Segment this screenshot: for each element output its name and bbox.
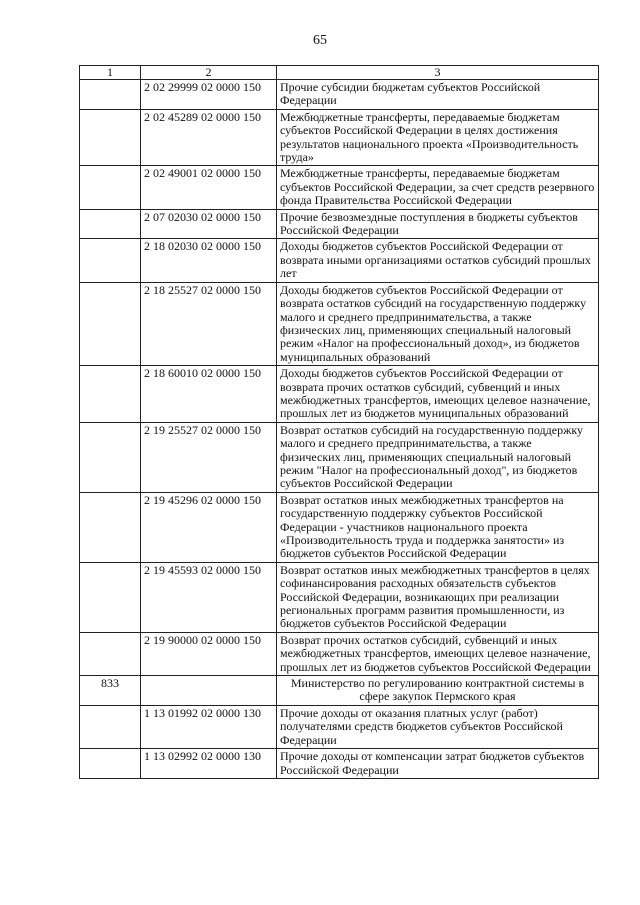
cell-revenue-name: Министерство по регулированию контрактной системы в сфере закупок Пермского края <box>277 676 599 706</box>
table-row <box>80 80 599 110</box>
column-header-code: 2 <box>141 66 277 80</box>
cell-revenue-name: Прочие доходы от компенсации затрат бюджетов субъектов Российской Федерации <box>277 749 599 779</box>
table-row <box>80 166 599 209</box>
cell-revenue-code: 1 13 01992 02 0000 130 <box>141 705 277 748</box>
cell-revenue-name: Прочие безвозмездные поступления в бюджеты субъектов Российской Федерации <box>277 209 599 239</box>
table-row <box>80 749 599 779</box>
cell-revenue-name: Доходы бюджетов субъектов Российской Федерации от возврата иными организациями остатков субсидий прошлых лет <box>277 239 599 282</box>
cell-admin-code <box>80 632 141 675</box>
cell-revenue-name: Межбюджетные трансферты, передаваемые бюджетам субъектов Российской Федерации, за счет средств резервного фонда Правительства Российской Федерации <box>277 166 599 209</box>
cell-revenue-name: Возврат остатков субсидий на государственную поддержку малого и среднего предпринимательства, а также физических лиц, применяющих специальный налоговый режим "Налог на профессиональный доход", из бюджетов субъектов Российской Федерации <box>277 422 599 492</box>
cell-revenue-code: 2 18 02030 02 0000 150 <box>141 239 277 282</box>
cell-revenue-code: 2 19 90000 02 0000 150 <box>141 632 277 675</box>
cell-revenue-name: Возврат остатков иных межбюджетных трансфертов на государственную поддержку субъектов Российской Федерации - участников национального проекта «Производительность труда и поддержка занятости» из бюджетов субъектов Российской Федерации <box>277 492 599 562</box>
cell-admin-code <box>80 166 141 209</box>
cell-revenue-name: Возврат прочих остатков субсидий, субвенций и иных межбюджетных трансфертов, имеющих целевое назначение, прошлых лет из бюджетов субъектов Российской Федерации <box>277 632 599 675</box>
table-header-row <box>80 66 599 80</box>
table-row <box>80 562 599 632</box>
cell-admin-code <box>80 749 141 779</box>
cell-admin-code <box>80 366 141 423</box>
cell-revenue-code: 2 02 49001 02 0000 150 <box>141 166 277 209</box>
cell-revenue-code: 2 19 45593 02 0000 150 <box>141 562 277 632</box>
table-body <box>80 80 599 779</box>
cell-revenue-code <box>141 676 277 706</box>
revenue-classification-table <box>79 65 599 779</box>
cell-revenue-code: 2 07 02030 02 0000 150 <box>141 209 277 239</box>
cell-admin-code <box>80 109 141 166</box>
cell-admin-code <box>80 705 141 748</box>
cell-revenue-name: Прочие доходы от оказания платных услуг (работ) получателями средств бюджетов субъектов Российской Федерации <box>277 705 599 748</box>
cell-admin-code: 833 <box>80 676 141 706</box>
cell-revenue-name: Прочие субсидии бюджетам субъектов Российской Федерации <box>277 80 599 110</box>
page-number: 65 <box>313 33 327 48</box>
table-row <box>80 705 599 748</box>
table-row <box>80 422 599 492</box>
table-row <box>80 676 599 706</box>
table-row <box>80 209 599 239</box>
table-row <box>80 239 599 282</box>
table-row <box>80 632 599 675</box>
column-header-name: 3 <box>277 66 599 80</box>
cell-revenue-code: 1 13 02992 02 0000 130 <box>141 749 277 779</box>
cell-admin-code <box>80 282 141 365</box>
table-row <box>80 492 599 562</box>
cell-revenue-name: Возврат остатков иных межбюджетных трансфертов в целях софинансирования расходных обязательств субъектов Российской Федерации, возникающих при реализации региональных программ развития промышленности, из бюджетов субъектов Российской Федерации <box>277 562 599 632</box>
cell-admin-code <box>80 209 141 239</box>
cell-revenue-code: 2 19 45296 02 0000 150 <box>141 492 277 562</box>
cell-admin-code <box>80 80 141 110</box>
cell-revenue-code: 2 19 25527 02 0000 150 <box>141 422 277 492</box>
cell-revenue-name: Доходы бюджетов субъектов Российской Федерации от возврата прочих остатков субсидий, субвенций и иных межбюджетных трансфертов, имеющих целевое назначение, прошлых лет из бюджетов муниципальных образований <box>277 366 599 423</box>
cell-revenue-code: 2 02 45289 02 0000 150 <box>141 109 277 166</box>
cell-admin-code <box>80 422 141 492</box>
cell-revenue-code: 2 02 29999 02 0000 150 <box>141 80 277 110</box>
table-row <box>80 282 599 365</box>
cell-admin-code <box>80 239 141 282</box>
column-header-admin: 1 <box>80 66 141 80</box>
table-row <box>80 366 599 423</box>
cell-revenue-code: 2 18 60010 02 0000 150 <box>141 366 277 423</box>
cell-revenue-name: Межбюджетные трансферты, передаваемые бюджетам субъектов Российской Федерации в целях достижения результатов национального проекта «Производительность труда» <box>277 109 599 166</box>
cell-admin-code <box>80 562 141 632</box>
cell-admin-code <box>80 492 141 562</box>
cell-revenue-code: 2 18 25527 02 0000 150 <box>141 282 277 365</box>
table-row <box>80 109 599 166</box>
cell-revenue-name: Доходы бюджетов субъектов Российской Федерации от возврата остатков субсидий на государственную поддержку малого и среднего предпринимательства, а также физических лиц, применяющих специальный налоговый режим «Налог на профессиональный доход», из бюджетов муниципальных образований <box>277 282 599 365</box>
